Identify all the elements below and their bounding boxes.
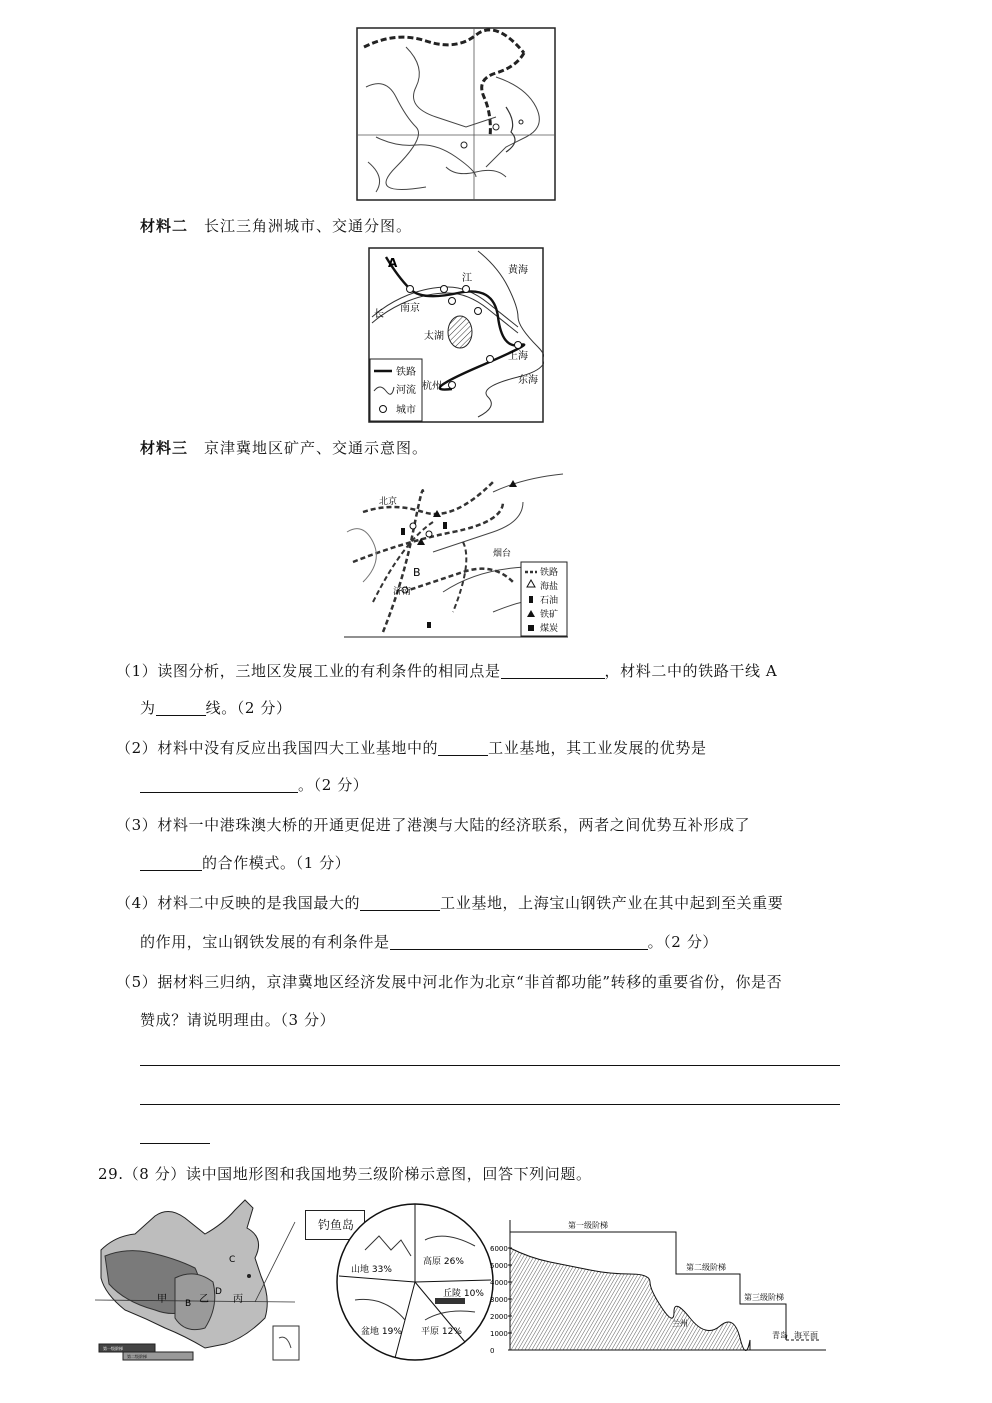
material-three-label: 材料三 [140,439,189,457]
material-three-caption [140,437,428,458]
profile-place-sea: 海平面 [794,1331,818,1340]
question-3-line-1: （3）材料一中港珠澳大桥的开通更促进了港澳与大陆的经济联系，两者之间优势互补形成了 [116,816,751,834]
china-map-label-jia: 甲 [157,1294,167,1305]
map2-label-hangzhou: 杭州 [422,381,442,392]
map3-legend-railway: 铁路 [540,568,559,578]
profile-step-1: 第一级阶梯 [568,1221,608,1230]
profile-ytick-3000: 3000 [490,1296,508,1304]
profile-ytick-4000: 4000 [490,1279,508,1287]
map3-label-b: B [413,566,421,579]
yangtze-delta-map [368,247,544,423]
pie-label-qiuling: 丘陵 10% [443,1289,484,1299]
map2-label-chang: 长 [374,309,384,320]
question-1-line-2: 为 线。（2 分） [140,699,292,717]
material-one-map [356,27,556,201]
question-5-line-1: （5）据材料三归纳，京津冀地区经济发展中河北作为北京“非首都功能”转移的重要省份，你是否 [116,973,783,991]
map3-legend-iron: 铁矿 [540,610,559,620]
china-map-label-step2: 第二级阶梯 [127,1354,147,1359]
china-map-label-bing: 丙 [233,1294,243,1305]
china-map-label-b: B [185,1299,192,1309]
profile-ytick-6000: 6000 [490,1245,508,1253]
jingjinji-map [343,472,569,638]
question-4-line-1: （4）材料二中反映的是我国最大的 工业基地，上海宝山钢铁产业在其中起到至关重要 [116,894,784,912]
map3-label-yantai: 烟台 [493,549,512,559]
map2-label-huanghai: 黄海 [508,265,528,276]
question-4-line-2: 的作用，宝山钢铁发展的有利条件是 。（2 分） [140,933,719,951]
map2-label-jiang: 江 [462,273,472,284]
answer-blank-1b[interactable] [156,699,206,716]
map2-legend-river: 河流 [396,385,416,396]
profile-place-qingdao: 青岛 [772,1331,788,1340]
question-1-line-1: （1）读图分析，三地区发展工业的有利条件的相同点是 ，材料二中的铁路干线 A [116,662,778,680]
material-two-label: 材料二 [140,217,189,235]
profile-step-2: 第二级阶梯 [686,1263,726,1272]
terrain-steps-profile [490,1212,830,1362]
answer-line-3[interactable] [140,1143,210,1144]
map3-legend-coal: 煤炭 [540,624,559,634]
answer-blank-1a[interactable] [501,662,605,679]
question-3-line-2: 的合作模式。（1 分） [140,852,350,873]
map2-label-a: A [388,256,398,270]
question-5-line-2: 赞成？请说明理由。（3 分） [140,1011,336,1029]
map2-label-nanjing: 南京 [400,303,420,314]
answer-blank-2b[interactable] [140,776,298,793]
profile-place-lanzhou: 兰州 [672,1319,688,1328]
terrain-pie-chart [335,1200,495,1364]
map3-label-jinan: 济南 [393,587,412,597]
map2-label-taihu: 太湖 [424,331,444,342]
question-2-line-1: （2）材料中没有反应出我国四大工业基地中的 工业基地，其工业发展的优势是 [116,739,707,757]
profile-step-3: 第三级阶梯 [744,1293,784,1302]
china-map-label-yi: 乙 [199,1294,209,1305]
map2-label-shanghai: 上海 [508,351,528,362]
profile-ytick-2000: 2000 [490,1313,508,1321]
pie-label-gaoyuan: 高原 26% [423,1257,464,1267]
china-map-label-c: C [229,1255,236,1265]
profile-ytick-1000: 1000 [490,1330,508,1338]
map3-legend-oil: 石油 [540,596,559,606]
china-map-label-d: D [215,1287,222,1297]
profile-ytick-0: 0 [490,1347,495,1355]
profile-ytick-5000: 5000 [490,1262,508,1270]
china-map-label-step1: 第一级阶梯 [103,1346,123,1351]
china-terrain-map [95,1198,305,1368]
answer-blank-4b[interactable] [390,933,648,950]
map2-legend-city: 城市 [396,405,416,416]
material-two-caption [140,215,412,236]
map3-legend-salt: 海盐 [540,582,559,592]
pie-label-pendi: 盆地 19% [361,1327,402,1337]
map3-label-beijing: 北京 [379,497,398,507]
question-2-line-2: 。（2 分） [140,774,368,795]
material-three-text: 京津冀地区矿产、交通示意图。 [204,439,429,457]
answer-line-1[interactable] [140,1065,840,1066]
answer-blank-3[interactable] [140,854,202,871]
pie-label-shandi: 山地 33% [351,1265,392,1275]
material-two-text: 长江三角洲城市、交通分图。 [204,217,413,235]
answer-blank-2a[interactable] [438,739,488,756]
map2-legend-railway: 铁路 [396,367,416,378]
map2-label-donghai: 东海 [518,375,538,386]
diaoyu-label: 钓鱼岛 [318,1218,355,1232]
answer-blank-4a[interactable] [360,894,440,911]
pie-label-pingyuan: 平原 12% [421,1327,462,1337]
question-29-stem: 29.（8 分）读中国地形图和我国地势三级阶梯示意图，回答下列问题。 [98,1165,592,1183]
answer-line-2[interactable] [140,1104,840,1105]
